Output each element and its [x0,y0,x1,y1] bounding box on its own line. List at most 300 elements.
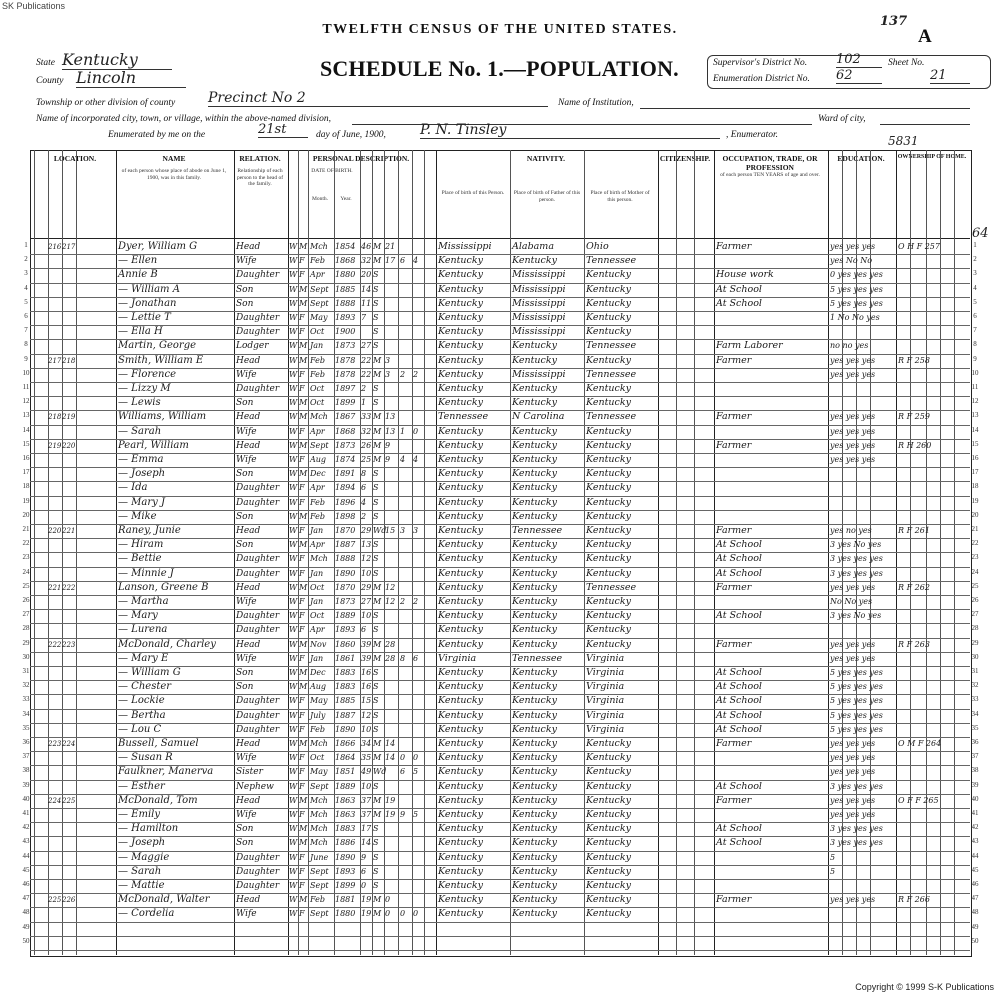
birthplace-mother: Kentucky [586,425,631,437]
education-values: yes yes yes [830,795,876,805]
occupation-value: House work [716,269,774,281]
row-number-right: 36 [971,738,979,746]
birthplace-mother: Kentucky [586,837,631,849]
sex-value: M [299,838,308,848]
person-name: — Hiram [118,539,164,551]
age-value: 10 [361,724,372,734]
occupation-value: Farmer [716,794,752,806]
birth-month: Feb [310,895,325,905]
education-values: 5 yes yes yes [830,298,883,308]
subhead-month: Month. [311,196,329,202]
color-value: W [289,568,298,578]
row-line [30,922,970,923]
birthplace-mother: Kentucky [586,397,631,409]
relation-value: Daughter [236,611,280,622]
education-values: 5 [830,852,836,862]
person-name: — Emily [118,809,161,820]
children-living: 5 [413,767,419,777]
relation-value: Son [236,668,254,678]
children-living: 5 [413,810,419,819]
person-name: — William A [118,283,180,295]
family-number: 224 [62,740,76,748]
sex-value: M [299,895,308,905]
birthplace-mother: Tennessee [586,411,637,423]
row-number-left: 23 [22,553,30,562]
birth-month: May [310,696,328,706]
birth-year: 1886 [335,838,356,848]
marital-status: S [373,284,379,294]
children-born: 6 [400,767,406,777]
color-value: W [289,781,298,791]
education-values: 5 yes yes yes [830,682,883,692]
education-values: yes yes yes [830,369,876,379]
birth-year: 1896 [335,497,356,507]
education-values: yes yes yes [830,412,876,422]
relation-value: Daughter [236,852,280,863]
age-value: 29 [361,582,372,592]
row-number-left: 41 [22,809,30,817]
birthplace-mother: Kentucky [586,738,631,749]
row-number-left: 45 [22,865,30,874]
birth-month: Jan [310,568,324,578]
row-number-left: 46 [22,880,30,888]
group-citizenship: CITIZENSHIP. [659,154,711,163]
row-number-right: 33 [971,695,979,704]
birthplace-father: Kentucky [512,695,557,707]
marital-status: S [373,341,379,351]
age-value: 14 [361,284,372,294]
birthplace-person: Mississippi [438,241,492,252]
birthplace-person: Kentucky [438,851,483,863]
person-name: Pearl, William [118,439,189,451]
relation-value: Daughter [236,270,280,281]
row-line [30,936,970,937]
birth-month: Dec [310,668,326,677]
birth-month: Oct [310,327,325,337]
row-number-right: 20 [971,510,979,519]
age-value: 0 [361,881,367,890]
row-number-right: 28 [971,624,979,633]
birthplace-father: Kentucky [512,638,557,650]
birth-year: 1900 [335,327,356,337]
age-value: 16 [361,668,372,677]
person-name: — Minnie J [118,567,174,579]
sex-value: F [299,696,305,706]
children-born: 2 [400,597,406,606]
marital-status: S [373,398,379,408]
ownership-values: R F 259 [898,412,930,422]
birthplace-person: Kentucky [438,297,483,309]
color-value: W [289,724,298,734]
birth-year: 1866 [335,739,356,748]
birth-year: 1885 [335,696,356,706]
age-value: 10 [361,781,372,791]
education-values: 3 yes yes yes [830,568,883,578]
relation-value: Head [236,355,261,366]
birthplace-father: Tennessee [512,525,563,536]
marital-status: M [373,355,382,365]
age-value: 34 [361,739,372,748]
color-value: W [289,895,298,905]
birthplace-father: Kentucky [512,667,557,678]
marital-status: M [373,909,382,919]
marital-status: S [373,497,379,507]
birth-year: 1897 [335,384,356,393]
color-value: W [289,298,298,308]
relation-value: Daughter [236,881,280,891]
row-number-left: 27 [22,610,30,619]
birth-month: Sept [310,909,329,919]
row-number-left: 17 [22,468,30,477]
age-value: 20 [361,270,372,280]
birthplace-father: Kentucky [512,851,557,863]
birth-year: 1887 [335,710,356,720]
birthplace-person: Kentucky [438,255,483,267]
birth-month: Oct [310,611,325,621]
children-living: 0 [413,753,419,763]
sex-value: M [299,795,308,805]
person-name: — Mike [118,510,157,522]
birthplace-mother: Kentucky [586,439,631,451]
sex-value: M [299,242,308,251]
institution-line [640,108,970,109]
person-name: Faulkner, Manerva [118,766,214,778]
person-name: — Sarah [118,425,162,437]
education-values: yes yes yes [830,653,876,663]
age-value: 2 [361,511,367,521]
color-value: W [289,497,298,507]
age-value: 22 [361,369,372,379]
relation-value: Head [236,242,261,252]
relation-value: Wife [236,810,257,820]
birth-month: Mch [310,242,328,251]
color-value: W [289,668,298,677]
occupation-value: At School [716,695,762,707]
color-value: W [289,810,298,819]
birth-year: 1894 [335,483,356,493]
relation-value: Daughter [236,384,280,394]
education-values: 5 yes yes yes [830,696,883,706]
children-living: 2 [413,369,419,379]
age-value: 6 [361,625,367,635]
birthplace-mother: Kentucky [586,780,631,792]
row-number-right: 47 [971,894,979,903]
birthplace-person: Kentucky [438,894,483,906]
birthplace-mother: Virginia [586,667,625,678]
birth-month: Nov [310,639,327,649]
birth-year: 1861 [335,653,356,663]
sex-value: F [299,270,305,280]
education-values: no no yes [830,341,869,351]
state-value: Kentucky [62,50,172,70]
birthplace-person: Kentucky [438,610,483,622]
occupation-value: Farmer [716,439,752,451]
birth-month: Feb [310,497,325,507]
relation-value: Son [236,540,254,551]
education-values: yes yes yes [830,739,876,748]
birthplace-mother: Tennessee [586,368,637,380]
marital-status: S [373,554,379,564]
age-value: 4 [361,497,367,507]
education-values: yes No No [830,256,873,266]
birthplace-mother: Virginia [586,681,625,693]
color-value: W [289,554,298,564]
birth-month: Sept [310,781,329,791]
marital-status: S [373,724,379,734]
row-number-left: 21 [22,525,30,533]
person-name: — Mary [118,610,158,622]
sheet-label: Sheet No. [888,58,925,68]
birthplace-person: Kentucky [438,439,483,451]
birthplace-mother: Ohio [586,241,609,252]
marital-status: S [373,625,379,635]
state-label: State [36,58,55,68]
occupation-value: Farmer [716,894,752,906]
birthplace-mother: Virginia [586,709,625,721]
age-value: 8 [361,469,367,479]
age-value: 7 [361,313,367,322]
row-number-left: 30 [22,652,30,661]
age-value: 26 [361,440,372,450]
sex-value: F [299,653,305,663]
row-number-right: 13 [971,411,979,420]
row-number-left: 12 [22,397,30,406]
birthplace-person: Kentucky [438,496,483,508]
birthplace-person: Kentucky [438,354,483,366]
children-living: 2 [413,597,419,606]
age-value: 19 [361,909,372,919]
row-number-left: 29 [22,638,30,647]
color-value: W [289,355,298,365]
birthplace-mother: Kentucky [586,596,631,607]
birthplace-person: Kentucky [438,638,483,650]
years-married: 19 [385,795,396,805]
relation-value: Wife [236,426,257,437]
person-name: Bussell, Samuel [118,738,199,749]
marital-status: M [373,582,382,592]
birthplace-mother: Kentucky [586,624,631,636]
group-relation: RELATION. [239,154,281,163]
birth-year: 1898 [335,511,356,521]
birth-month: May [310,767,328,777]
birth-year: 1893 [335,625,356,635]
relation-value: Head [236,412,261,423]
sex-value: M [299,739,308,748]
birthplace-person: Kentucky [438,510,483,522]
census-title: TWELFTH CENSUS OF THE UNITED STATES. [322,22,678,37]
color-value: W [289,682,298,692]
relation-value: Son [236,682,254,693]
dwelling-number: 220 [48,527,62,535]
birthplace-person: Kentucky [438,723,483,735]
marital-status: M [373,895,382,905]
birthplace-mother: Kentucky [586,610,631,622]
relation-value: Daughter [236,327,280,338]
birth-year: 1889 [335,781,356,791]
birthplace-father: Mississippi [512,326,566,338]
years-married: 21 [385,242,396,251]
birthplace-father: Kentucky [512,425,557,437]
birth-month: Jan [310,341,324,351]
person-name: McDonald, Tom [118,794,198,806]
relation-value: Wife [236,909,257,920]
ownership-values: O H F 257 [898,242,940,251]
relation-value: Head [236,639,261,650]
marital-status: M [373,795,382,805]
years-married: 9 [385,455,391,464]
years-married: 17 [385,256,396,266]
row-number-left: 1 [24,241,28,249]
age-value: 10 [361,611,372,621]
person-name: — Sarah [118,865,162,877]
birth-year: 1873 [335,597,356,606]
birthplace-father: Kentucky [512,752,557,764]
person-name: — Ida [118,482,148,494]
row-number-right: 38 [971,766,979,775]
birthplace-father: Kentucky [512,397,557,409]
education-values: 3 yes yes yes [830,824,883,834]
birth-year: 1893 [335,313,356,322]
person-name: — Lurena [118,624,168,636]
person-name: — Hamilton [118,823,179,835]
person-name: — William G [118,667,181,678]
marital-status: M [373,426,382,436]
sex-value: F [299,611,305,621]
row-number-right: 46 [971,880,979,888]
row-number-left: 49 [22,922,30,931]
row-number-right: 7 [973,326,977,335]
person-name: — Bertha [118,709,166,721]
row-number-left: 36 [22,738,30,746]
birthplace-person: Kentucky [438,667,483,678]
row-number-right: 3 [973,269,977,278]
years-married: 15 [385,526,396,535]
subhead-date-of-birth: DATE OF BIRTH. [311,168,353,174]
birth-year: 1883 [335,824,356,834]
color-value: W [289,625,298,635]
row-number-left: 8 [24,340,28,349]
subhead-birth-mother: Place of birth of Mother of this person. [590,190,650,203]
sex-value: F [299,526,305,535]
row-number-right: 11 [971,383,979,391]
occupation-value: Farmer [716,354,752,366]
birth-month: Mch [310,554,328,564]
person-name: — Ellen [118,255,158,267]
birth-year: 1874 [335,455,356,464]
education-values: 3 yes yes yes [830,838,883,848]
relation-value: Wife [236,369,257,380]
age-value: 39 [361,639,372,649]
color-value: W [289,795,298,805]
enumeration-value: 62 [836,68,882,84]
row-number-right: 21 [971,525,979,533]
occupation-value: Farmer [716,241,752,252]
person-name: McDonald, Charley [118,638,216,650]
ownership-values: R F 266 [898,895,930,905]
age-value: 29 [361,526,372,535]
color-value: W [289,739,298,748]
years-married: 14 [385,739,396,748]
birth-year: 1881 [335,895,356,905]
birth-month: Oct [310,384,325,393]
birthplace-mother: Kentucky [586,880,631,891]
birthplace-mother: Kentucky [586,326,631,338]
color-value: W [289,909,298,919]
education-values: No No yes [830,597,873,606]
years-married: 14 [385,753,396,763]
row-number-left: 42 [22,823,30,832]
education-values: 3 yes yes yes [830,554,883,564]
birth-month: Aug [310,682,327,692]
birthplace-father: Kentucky [512,894,557,906]
row-number-left: 7 [24,326,28,335]
marital-status: S [373,270,379,280]
occupation-value: At School [716,283,762,295]
color-value: W [289,753,298,763]
row-number-right: 22 [971,539,979,548]
person-name: — Lewis [118,397,161,409]
relation-value: Head [236,739,261,749]
sex-value: M [299,298,308,308]
birthplace-mother: Virginia [586,652,625,664]
person-name: — Maggie [118,851,170,863]
row-number-right: 24 [971,567,979,576]
birth-month: Oct [310,582,325,592]
row-number-right: 10 [971,368,979,377]
marital-status: S [373,313,379,322]
birthplace-person: Kentucky [438,681,483,693]
relation-value: Head [236,795,261,806]
group-nativity: NATIVITY. [526,154,566,163]
birthplace-person: Virginia [438,652,477,664]
marital-status: S [373,852,379,862]
color-value: W [289,540,298,550]
marital-status: S [373,483,379,493]
birth-year: 1890 [335,852,356,862]
years-married: 0 [385,895,391,905]
person-name: — Martha [118,596,169,607]
birthplace-father: Kentucky [512,482,557,494]
family-number: 222 [62,583,76,592]
sex-value: F [299,810,305,819]
person-name: — Mary E [118,652,169,664]
color-value: W [289,838,298,848]
birth-month: Sept [310,298,329,308]
subhead-relation: Relationship of each person to the head of the family. [236,168,284,187]
relation-value: Wife [236,753,257,764]
row-number-right: 18 [971,482,979,491]
row-number-left: 4 [24,283,28,292]
birthplace-person: Kentucky [438,880,483,891]
education-values: yes yes yes [830,895,876,905]
marital-status: S [373,838,379,848]
education-values: 3 yes yes yes [830,781,883,791]
family-number: 220 [62,441,76,450]
dwelling-number: 218 [48,413,62,422]
birth-month: Feb [310,511,325,521]
margin-number: 5831 [888,134,919,148]
birth-year: 1860 [335,639,356,649]
row-number-left: 34 [22,709,30,718]
age-value: 22 [361,355,372,365]
person-name: — Ella H [118,326,163,338]
birth-year: 1883 [335,668,356,677]
person-name: Lanson, Greene B [118,581,209,593]
birthplace-father: Mississippi [512,269,566,281]
marital-status: M [373,256,382,266]
page-number: 137 [880,14,908,29]
sex-value: M [299,355,308,365]
